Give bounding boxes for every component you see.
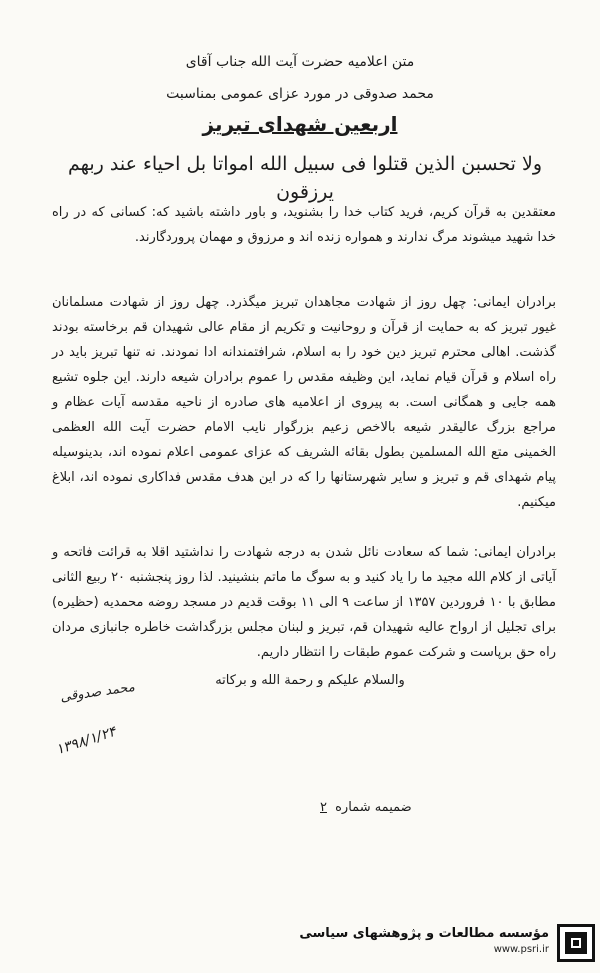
document-header xyxy=(120,52,480,138)
paragraph-announcement: برادران ایمانی: شما که سعادت نائل شدن به درجه شهادت را نداشتید اقلا به قرائت فاتحه و آیاتی از کلام الله مجید ما را یاد کنید و به سوگ ما ماتم بنشینید. لذا روز پنجشنبه ۲۰ ربیع الثانی مطابق با ۱۰ فروردین ۱۳۵۷ از ساعت ۹ الی ۱۱ بوقت قدیم در مسجد روضه محمدیه (حظیره) برای تجلیل از ارواح عالیه شهیدان قم، تبریز و لبنان مجلس بزرگداشت خاطره جانبازی مردان راه حق برپاست و شرکت عموم طبقات را انتظار داریم. xyxy=(52,545,556,660)
header-title: اربعین شهدای تبریز xyxy=(202,112,398,136)
signature-date: ۱۳۹۸/۱/۲۴ xyxy=(54,723,119,759)
signature-name: محمد صدوقی xyxy=(59,679,136,706)
header-line-1: متن اعلامیه حضرت آیت الله جناب آقای xyxy=(185,54,415,70)
publisher-logo-icon xyxy=(557,924,595,962)
attachment-number xyxy=(320,800,412,815)
paragraph-main: برادران ایمانی: چهل روز از شهادت مجاهدان تبریز میگذرد. چهل روز از شهادت مسلمانان غیور تبریز که به حمایت از قرآن و روحانیت و تکریم از مقام عالی شهیدان قم برخاسته بودند گذشت. اهالی محترم تبریز دین خود را به اسلام، شرافتمندانه ادا نمودند. نه تنها تبریز باید در راه اسلام و قرآن قیام نماید، این وظیفه مقدس را عموم برادران شیعه دارند. این جلوه تشیع همه جایی و همگانی است. به پیروی از اعلامیه های صادره از ناحیه مقدسه آیات عظام و مراجع بزرگ عالیقدر شیعه بالاخص زعیم بزرگوار نایب الامام حضرت آیت الله العظمی الخمینی متع الله المسلمین بطول بقائه الشریف که عزای عمومی اعلام نموده اند، بدینوسیله پیام شهدای قم و تبریز و سایر شهرستانها را که در این هدف مقدس فداکاری نموده اند، ابلاغ میکنیم. xyxy=(52,295,556,510)
publisher-footer xyxy=(299,924,595,962)
attachment-value: ۲ xyxy=(320,800,327,815)
closing-salutation: والسلام علیکم و رحمة الله و برکاته xyxy=(215,673,405,688)
header-line-2: محمد صدوقی در مورد عزای عمومی بمناسبت xyxy=(166,86,434,102)
quran-verse: ولا تحسبن الذین قتلوا فی سبیل الله امواتا بل احیاء عند ربهم یرزقون xyxy=(67,153,543,203)
attachment-label: ضمیمه شماره xyxy=(335,800,412,815)
publisher-url[interactable]: www.psri.ir xyxy=(493,944,549,955)
paragraph-intro: معتقدین به قرآن کریم، فرید کتاب خدا را بشنوید، و باور داشته باشید که: کسانی که در راه خدا شهید میشوند مرگ ندارند و همواره زنده اند و مرزوق و مهمان پروردگارند. xyxy=(52,205,556,245)
signature-block xyxy=(54,679,175,780)
publisher-name: مؤسسه مطالعات و پژوهشهای سیاسی xyxy=(299,926,549,941)
